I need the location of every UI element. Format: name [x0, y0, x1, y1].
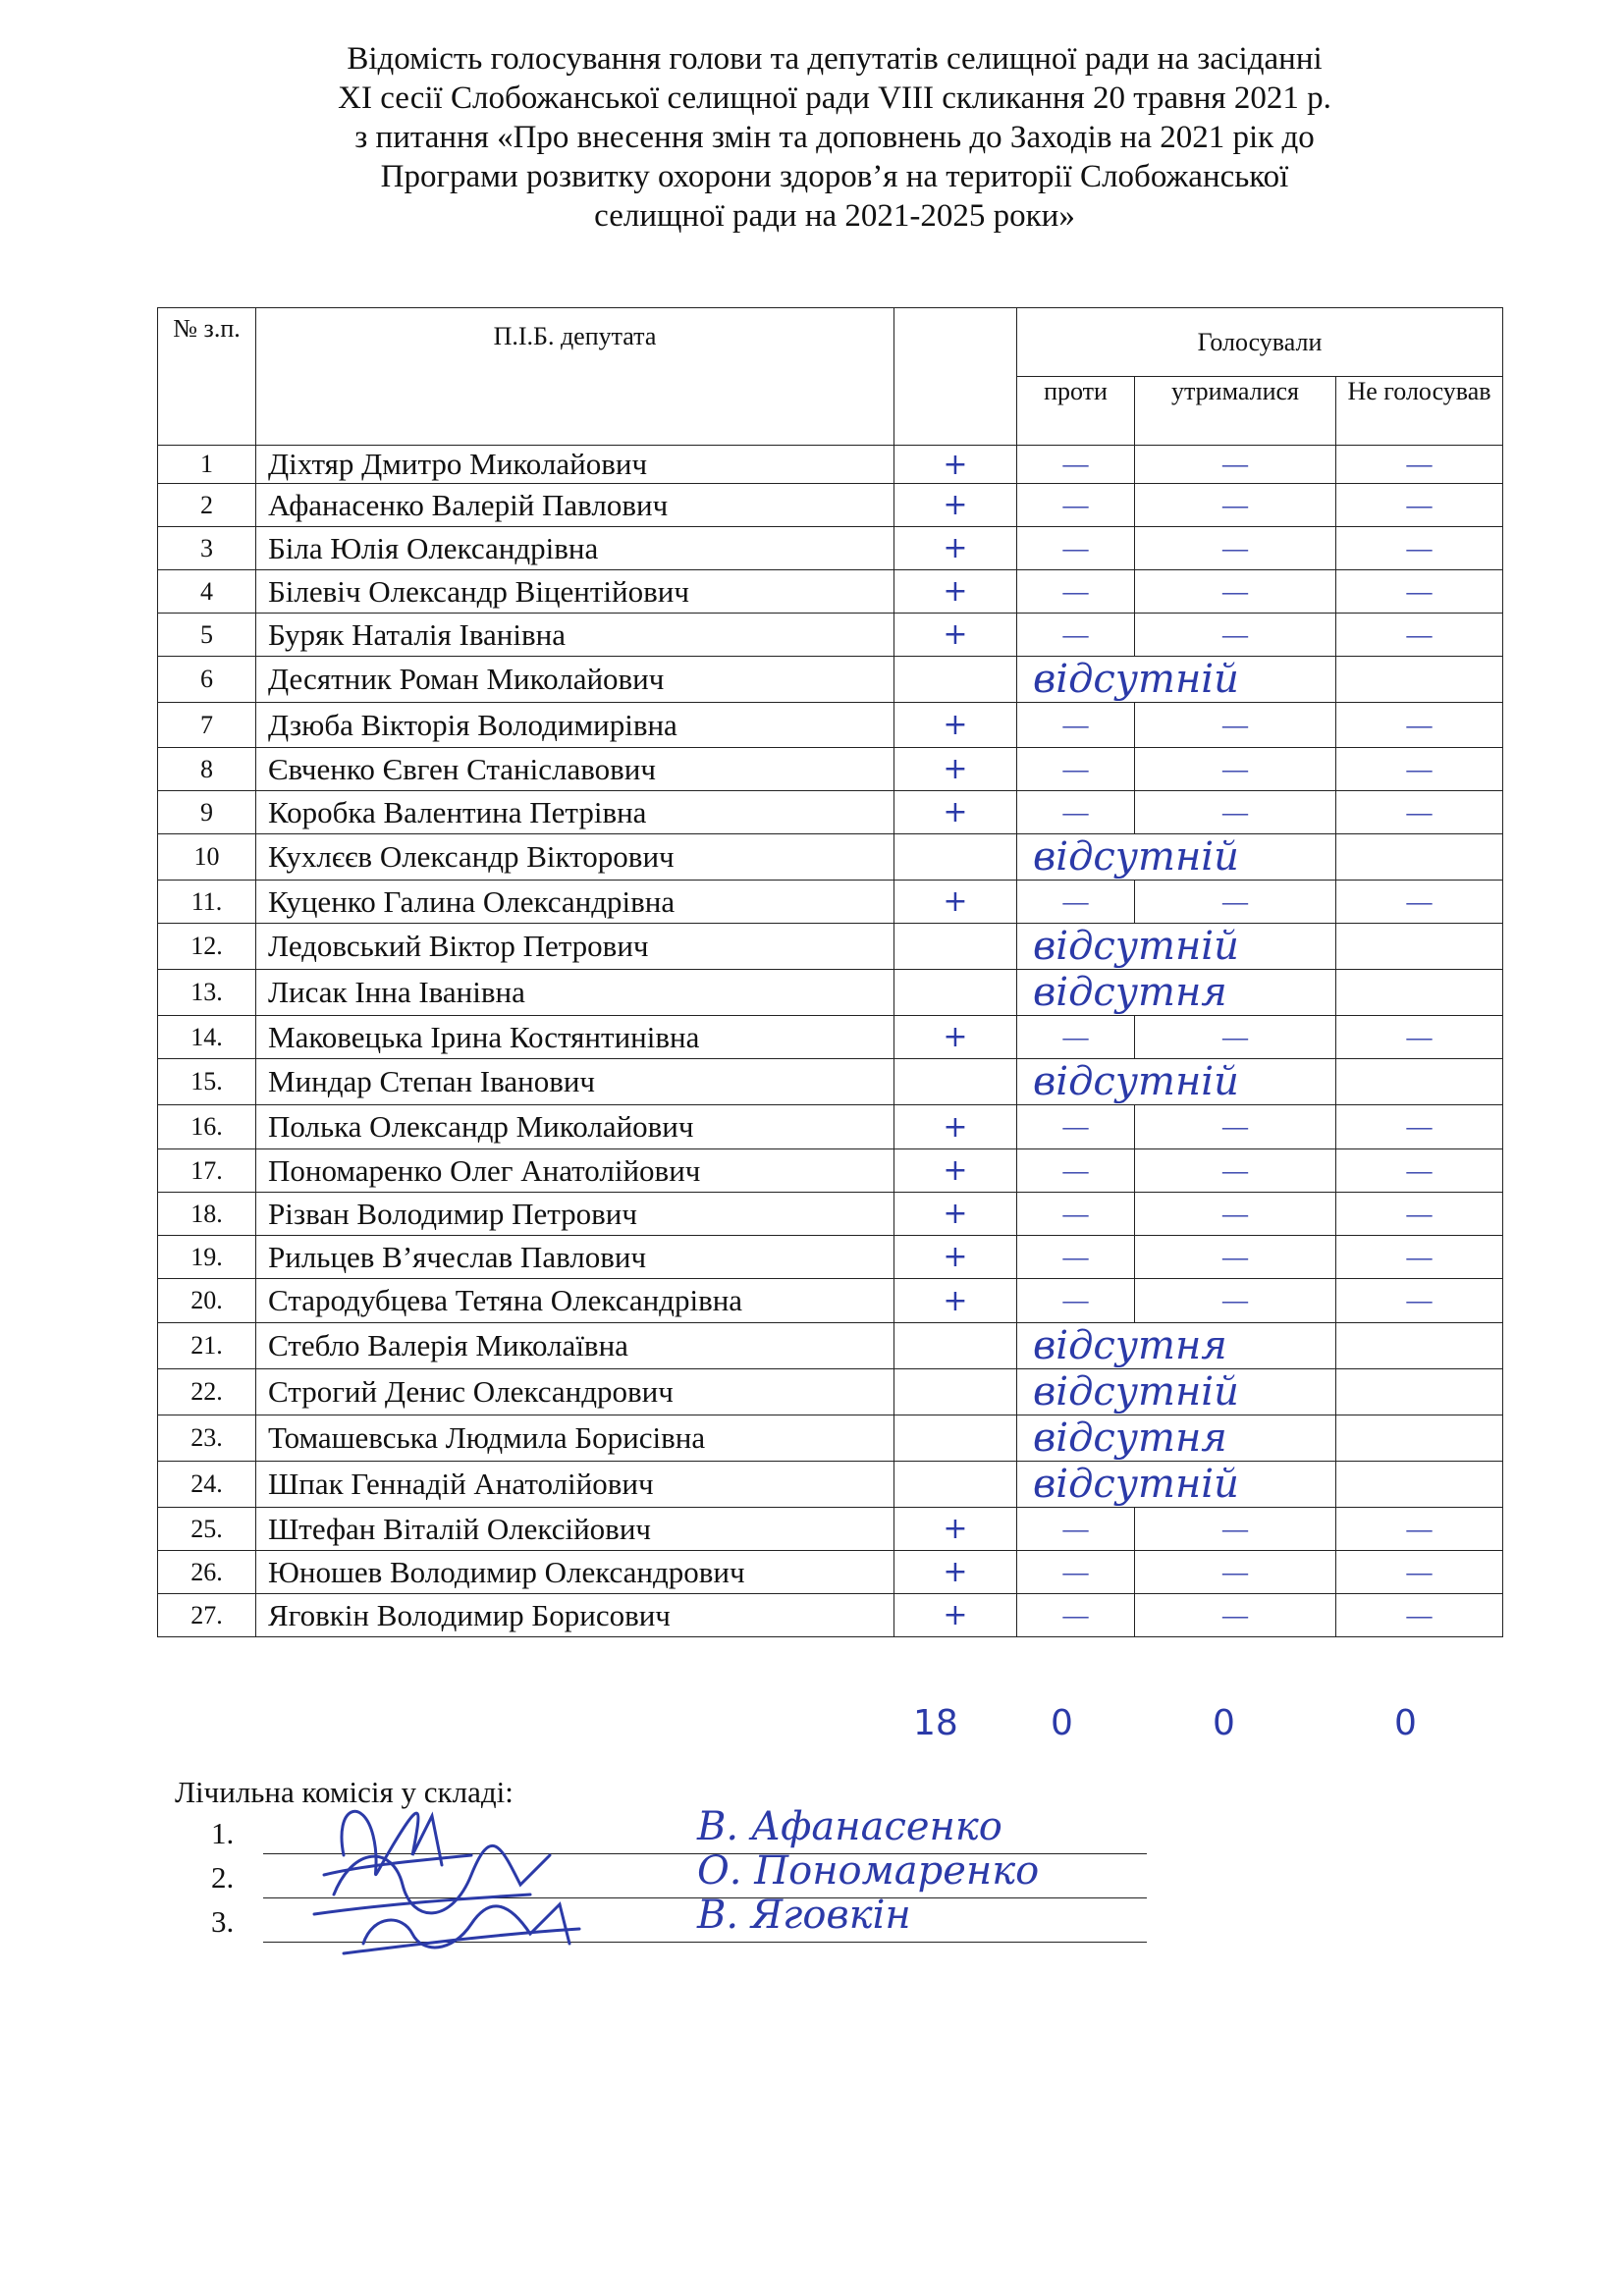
- title-line: Відомість голосування голови та депутатів селищної ради на засіданні: [347, 41, 1323, 77]
- vote-abstained: —: [1135, 1594, 1336, 1637]
- table-row: [158, 1059, 1503, 1105]
- vote-against: —: [1017, 484, 1135, 527]
- deputy-name: Білевіч Олександр Віцентійович: [256, 570, 894, 614]
- absent-note: відсутній: [1017, 1059, 1336, 1105]
- vote-against: —: [1017, 1236, 1135, 1279]
- row-number: 2: [158, 484, 256, 527]
- header-against: проти: [1017, 377, 1135, 446]
- deputy-name: Коробка Валентина Петрівна: [256, 791, 894, 834]
- deputy-name: Рильцев В’ячеслав Павлович: [256, 1236, 894, 1279]
- vote-for: +: [894, 614, 1017, 657]
- vote-not-voted: [1336, 1369, 1503, 1415]
- vote-not-voted: —: [1336, 791, 1503, 834]
- row-number: 25.: [158, 1508, 256, 1551]
- table-row: [158, 970, 1503, 1016]
- vote-abstained: —: [1135, 1193, 1336, 1236]
- row-number: 5: [158, 614, 256, 657]
- vote-for: [894, 1462, 1017, 1508]
- voting-table: [157, 307, 1503, 1637]
- deputy-name: Десятник Роман Миколайович: [256, 657, 894, 703]
- vote-not-voted: [1336, 1415, 1503, 1462]
- vote-abstained: —: [1135, 1508, 1336, 1551]
- table-row: [158, 1508, 1503, 1551]
- table-row: [158, 484, 1503, 527]
- deputy-name: Стародубцева Тетяна Олександрівна: [256, 1279, 894, 1323]
- row-number: 14.: [158, 1016, 256, 1059]
- row-number: 4: [158, 570, 256, 614]
- vote-not-voted: [1336, 970, 1503, 1016]
- absent-note: відсутній: [1017, 834, 1336, 881]
- vote-not-voted: —: [1336, 703, 1503, 748]
- row-number: 19.: [158, 1236, 256, 1279]
- vote-against: —: [1017, 614, 1135, 657]
- deputy-name: Діхтяр Дмитро Миколайович: [256, 446, 894, 484]
- deputy-name: Стебло Валерія Миколаївна: [256, 1323, 894, 1369]
- table-row: [158, 1149, 1503, 1193]
- vote-against: —: [1017, 570, 1135, 614]
- document-title: [196, 39, 1473, 236]
- vote-for: [894, 834, 1017, 881]
- table-row: [158, 1551, 1503, 1594]
- vote-for: [894, 1059, 1017, 1105]
- header-abstained: утрималися: [1135, 377, 1336, 446]
- table-row: [158, 791, 1503, 834]
- table-row: [158, 1105, 1503, 1149]
- vote-not-voted: —: [1336, 570, 1503, 614]
- vote-not-voted: —: [1336, 1016, 1503, 1059]
- vote-against: —: [1017, 1551, 1135, 1594]
- deputy-name: Юношев Володимир Олександрович: [256, 1551, 894, 1594]
- vote-not-voted: —: [1336, 1105, 1503, 1149]
- vote-for: +: [894, 1105, 1017, 1149]
- table-row: [158, 570, 1503, 614]
- deputy-name: Миндар Степан Іванович: [256, 1059, 894, 1105]
- vote-abstained: —: [1135, 1551, 1336, 1594]
- handwritten-signatures: [304, 1787, 677, 1963]
- deputy-name: Пономаренко Олег Анатолійович: [256, 1149, 894, 1193]
- deputy-name: Штефан Віталій Олексійович: [256, 1508, 894, 1551]
- vote-not-voted: —: [1336, 1193, 1503, 1236]
- table-row: [158, 1462, 1503, 1508]
- absent-note: відсутній: [1017, 657, 1336, 703]
- table-row: [158, 924, 1503, 970]
- vote-abstained: —: [1135, 1279, 1336, 1323]
- row-number: 15.: [158, 1059, 256, 1105]
- vote-for: +: [894, 881, 1017, 924]
- vote-against: —: [1017, 527, 1135, 570]
- vote-against: —: [1017, 791, 1135, 834]
- vote-not-voted: —: [1336, 1594, 1503, 1637]
- vote-for: [894, 1415, 1017, 1462]
- commission-num: 2.: [211, 1860, 235, 1895]
- total-not-voted: 0: [1394, 1703, 1417, 1743]
- vote-not-voted: [1336, 1323, 1503, 1369]
- vote-for: +: [894, 527, 1017, 570]
- table-row: [158, 1016, 1503, 1059]
- vote-for: +: [894, 570, 1017, 614]
- vote-not-voted: [1336, 834, 1503, 881]
- vote-for: +: [894, 748, 1017, 791]
- vote-not-voted: —: [1336, 1508, 1503, 1551]
- vote-abstained: —: [1135, 791, 1336, 834]
- header-for-top: [894, 308, 1017, 446]
- row-number: 6: [158, 657, 256, 703]
- vote-not-voted: —: [1336, 527, 1503, 570]
- deputy-name: Яговкін Володимир Борисович: [256, 1594, 894, 1637]
- deputy-name: Томашевська Людмила Борисівна: [256, 1415, 894, 1462]
- deputy-name: Маковецька Ірина Костянтинівна: [256, 1016, 894, 1059]
- vote-not-voted: —: [1336, 1149, 1503, 1193]
- table-row: [158, 703, 1503, 748]
- header-name: П.І.Б. депутата: [256, 308, 894, 446]
- row-number: 27.: [158, 1594, 256, 1637]
- row-number: 22.: [158, 1369, 256, 1415]
- row-number: 20.: [158, 1279, 256, 1323]
- table-row: [158, 614, 1503, 657]
- vote-for: +: [894, 1149, 1017, 1193]
- vote-not-voted: —: [1336, 1279, 1503, 1323]
- vote-for: +: [894, 1279, 1017, 1323]
- vote-for: +: [894, 1551, 1017, 1594]
- vote-abstained: —: [1135, 1016, 1336, 1059]
- table-row: [158, 834, 1503, 881]
- vote-against: —: [1017, 446, 1135, 484]
- row-number: 9: [158, 791, 256, 834]
- table-row: [158, 446, 1503, 484]
- row-number: 7: [158, 703, 256, 748]
- vote-for: +: [894, 1236, 1017, 1279]
- title-line: з питання «Про внесення змін та доповнень до Заходів на 2021 рік до: [354, 120, 1315, 155]
- title-line: Програми розвитку охорони здоров’я на території Слобожанської: [380, 159, 1289, 194]
- table-row: [158, 1594, 1503, 1637]
- deputy-name: Євченко Євген Станіславович: [256, 748, 894, 791]
- vote-abstained: —: [1135, 1236, 1336, 1279]
- commission-label: Лічильна комісія у складі:: [175, 1775, 514, 1809]
- absent-note: відсутній: [1017, 1462, 1336, 1508]
- deputy-name: Кухлєєв Олександр Вікторович: [256, 834, 894, 881]
- deputy-name: Куценко Галина Олександрівна: [256, 881, 894, 924]
- vote-for: +: [894, 446, 1017, 484]
- row-number: 1: [158, 446, 256, 484]
- vote-not-voted: [1336, 1059, 1503, 1105]
- vote-for: +: [894, 791, 1017, 834]
- table-row: [158, 1415, 1503, 1462]
- vote-not-voted: —: [1336, 1236, 1503, 1279]
- vote-against: —: [1017, 881, 1135, 924]
- vote-for: +: [894, 1594, 1017, 1637]
- commission-member-name: О. Пономаренко: [697, 1848, 1040, 1894]
- deputy-name: Строгий Денис Олександрович: [256, 1369, 894, 1415]
- vote-for: +: [894, 1193, 1017, 1236]
- deputy-name: Лисак Інна Іванівна: [256, 970, 894, 1016]
- total-against: 0: [1051, 1703, 1073, 1743]
- table-row: [158, 748, 1503, 791]
- header-voted: Голосували: [1017, 308, 1503, 377]
- vote-not-voted: [1336, 1462, 1503, 1508]
- vote-not-voted: —: [1336, 446, 1503, 484]
- row-number: 23.: [158, 1415, 256, 1462]
- header-num: № з.п.: [158, 308, 256, 446]
- deputy-name: Шпак Геннадій Анатолійович: [256, 1462, 894, 1508]
- vote-abstained: —: [1135, 703, 1336, 748]
- vote-not-voted: —: [1336, 614, 1503, 657]
- vote-not-voted: [1336, 924, 1503, 970]
- deputy-name: Дзюба Вікторія Володимирівна: [256, 703, 894, 748]
- vote-against: —: [1017, 703, 1135, 748]
- vote-not-voted: —: [1336, 1551, 1503, 1594]
- row-number: 18.: [158, 1193, 256, 1236]
- table-row: [158, 527, 1503, 570]
- absent-note: відсутній: [1017, 1369, 1336, 1415]
- row-number: 11.: [158, 881, 256, 924]
- title-line: селищної ради на 2021-2025 роки»: [594, 198, 1075, 234]
- vote-against: —: [1017, 1508, 1135, 1551]
- row-number: 12.: [158, 924, 256, 970]
- vote-for: +: [894, 484, 1017, 527]
- vote-not-voted: —: [1336, 748, 1503, 791]
- vote-abstained: —: [1135, 1149, 1336, 1193]
- deputy-name: Біла Юлія Олександрівна: [256, 527, 894, 570]
- total-for: 18: [913, 1703, 958, 1743]
- row-number: 3: [158, 527, 256, 570]
- vote-against: —: [1017, 1149, 1135, 1193]
- commission-num: 1.: [211, 1816, 235, 1850]
- header-not-voted: Не голосував: [1336, 377, 1503, 446]
- commission-member-name: В. Яговкін: [697, 1893, 911, 1938]
- vote-abstained: —: [1135, 748, 1336, 791]
- vote-for: +: [894, 1508, 1017, 1551]
- vote-not-voted: —: [1336, 881, 1503, 924]
- deputy-name: Полька Олександр Миколайович: [256, 1105, 894, 1149]
- vote-for: [894, 970, 1017, 1016]
- vote-abstained: —: [1135, 570, 1336, 614]
- vote-not-voted: —: [1336, 484, 1503, 527]
- total-abstained: 0: [1213, 1703, 1235, 1743]
- deputy-name: Ледовський Віктор Петрович: [256, 924, 894, 970]
- absent-note: відсутній: [1017, 924, 1336, 970]
- table-row: [158, 657, 1503, 703]
- vote-for: [894, 924, 1017, 970]
- commission-num: 3.: [211, 1904, 235, 1939]
- vote-against: —: [1017, 1105, 1135, 1149]
- row-number: 26.: [158, 1551, 256, 1594]
- deputy-name: Буряк Наталія Іванівна: [256, 614, 894, 657]
- absent-note: відсутня: [1017, 970, 1336, 1016]
- vote-abstained: —: [1135, 446, 1336, 484]
- vote-for: [894, 1369, 1017, 1415]
- table-row: [158, 881, 1503, 924]
- vote-abstained: —: [1135, 484, 1336, 527]
- row-number: 13.: [158, 970, 256, 1016]
- row-number: 21.: [158, 1323, 256, 1369]
- table-row: [158, 1279, 1503, 1323]
- vote-for: +: [894, 1016, 1017, 1059]
- deputy-name: Афанасенко Валерій Павлович: [256, 484, 894, 527]
- row-number: 24.: [158, 1462, 256, 1508]
- table-row: [158, 1193, 1503, 1236]
- table-row: [158, 1236, 1503, 1279]
- vote-against: —: [1017, 1193, 1135, 1236]
- vote-abstained: —: [1135, 614, 1336, 657]
- table-row: [158, 1323, 1503, 1369]
- row-number: 17.: [158, 1149, 256, 1193]
- row-number: 8: [158, 748, 256, 791]
- vote-abstained: —: [1135, 527, 1336, 570]
- vote-against: —: [1017, 1594, 1135, 1637]
- vote-for: +: [894, 703, 1017, 748]
- vote-for: [894, 657, 1017, 703]
- row-number: 10: [158, 834, 256, 881]
- vote-abstained: —: [1135, 881, 1336, 924]
- deputy-name: Різван Володимир Петрович: [256, 1193, 894, 1236]
- title-line: XI сесії Слобожанської селищної ради VIII скликання 20 травня 2021 р.: [338, 80, 1331, 116]
- vote-against: —: [1017, 1279, 1135, 1323]
- vote-against: —: [1017, 748, 1135, 791]
- absent-note: відсутня: [1017, 1415, 1336, 1462]
- vote-abstained: —: [1135, 1105, 1336, 1149]
- vote-not-voted: [1336, 657, 1503, 703]
- row-number: 16.: [158, 1105, 256, 1149]
- table-row: [158, 1369, 1503, 1415]
- vote-against: —: [1017, 1016, 1135, 1059]
- vote-for: [894, 1323, 1017, 1369]
- commission-member-name: В. Афанасенко: [697, 1804, 1002, 1849]
- absent-note: відсутня: [1017, 1323, 1336, 1369]
